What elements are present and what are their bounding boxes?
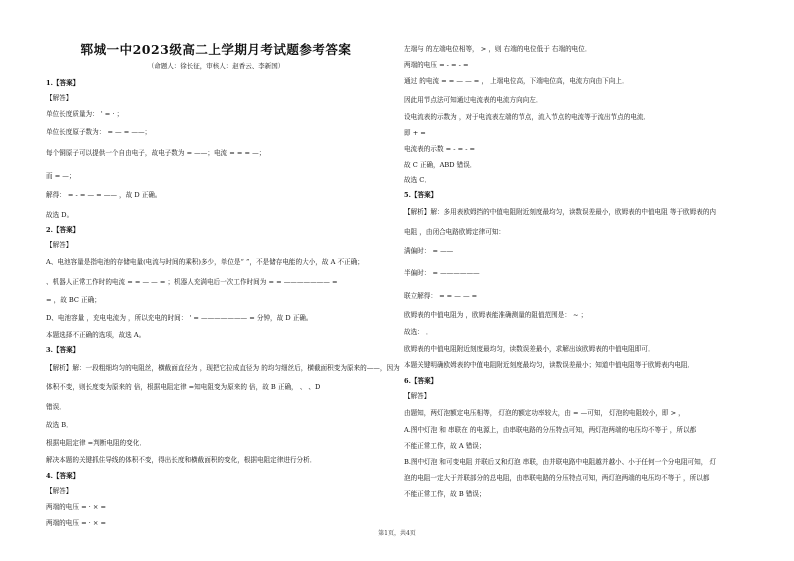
left-text-line: 体积不变，则长度变为原来的 倍，根据电阻定律 =知电阻变为原来的 倍，故 B 正确， 、 、D: [46, 383, 321, 391]
right-text-line: 联立解得： = = — — =: [404, 292, 478, 300]
left-text-line: 本题选择不正确的选项，故选 A。: [46, 331, 146, 339]
right-text-line: 即 + =: [404, 129, 426, 137]
right-text-line: 故 C 正确，ABD 错误．: [404, 161, 477, 169]
left-text-line: 2.【答案】: [46, 226, 80, 234]
left-text-line: = ，故 BC 正确；: [46, 296, 101, 304]
left-text-line: 【解答】: [46, 94, 73, 102]
right-text-line: 5.【答案】: [404, 191, 438, 199]
right-text-line: 故选： ．: [404, 328, 433, 336]
left-text-line: 两端的电压 = · × =: [46, 503, 107, 511]
left-text-line: 两端的电压 = · × =: [46, 519, 107, 527]
left-text-line: 4.【答案】: [46, 472, 80, 480]
right-text-line: 泡的电阻一定大于并联部分的总电阻，由串联电路的分压特点可知，两灯泡两端的电压均不等于 ，所以都: [404, 474, 710, 482]
right-text-line: 电阻 ，由闭合电路欧姆定律可知：: [404, 228, 506, 236]
left-text-line: 1.【答案】: [46, 79, 80, 87]
left-text-line: 【解答】: [46, 487, 73, 495]
right-text-line: 本题关键明确欧姆表的中值电阻附近刻度最均匀，读数误差最小；知道中值电阻等于欧姆表内电阻．: [404, 361, 695, 369]
right-text-line: 欧姆表的中值电阻附近刻度最均匀，读数误差最小，求解出该欧姆表的中值电阻即可．: [404, 345, 655, 353]
left-text-line: 单位长度原子数为： = — = ——；: [46, 128, 152, 136]
right-text-line: 6.【答案】: [404, 377, 438, 385]
right-text-line: A.图中灯泡 和 串联在 的电源上，由串联电路的分压特点可知，两灯泡两端的电压均不等于 ，所以都: [404, 426, 697, 434]
left-text-line: 故选 D。: [46, 211, 74, 219]
page-title: 郓城一中2023级高二上学期月考试题参考答案: [80, 42, 352, 57]
left-text-line: 错误．: [46, 403, 66, 411]
right-text-line: 电流表的示数 = - = - =: [404, 145, 476, 153]
right-text-line: 不能正常工作，故 B 错误；: [404, 490, 486, 498]
right-text-line: 故选 C．: [404, 176, 431, 184]
right-text-line: 欧姆表的中值电阻为 ，欧姆表能准确测量的阻值范围是： ~ ；: [404, 311, 588, 319]
right-text-line: 设电流表的示数为 ，对于电流表左端的节点，流入节点的电流等于流出节点的电流．: [404, 113, 651, 121]
right-text-line: 左端与 的左端电位相等， > ，则 右端的电位低于 右端的电位．: [404, 45, 592, 53]
right-text-line: 满偏时： = ——: [404, 247, 454, 255]
right-text-line: 【解析】解：多用表欧姆挡的中值电阻附近刻度最均匀，读数误差最小，欧姆表的中值电阻 等于欧姆表的内: [404, 208, 717, 216]
right-text-line: 通过 的电流 = = — — = ， 上端电位高，下端电位高，电流方向由下向上．: [404, 77, 629, 85]
left-text-line: 【解答】: [46, 241, 73, 249]
left-text-line: 单位长度质量为： ' = · ；: [46, 110, 124, 118]
right-text-line: B.图中灯泡 和可变电阻 并联后又和灯泡 串联，由并联电路中电阻越并越小、小于任何一个分电阻可知， 灯: [404, 458, 717, 466]
left-text-line: 而 = —；: [46, 172, 76, 180]
left-text-line: A、电池容量是指电池的存储电量(电流与时间的乘积)多少，单位是“ ”，不是储存电能的大小，故 A 不正确；: [46, 258, 364, 266]
right-text-line: 因此用节点法可知通过电流表的电流方向向左．: [404, 96, 543, 104]
left-text-line: 、机器人正常工作时的电流 = = — — = ；机器人充满电后一次工作时间为 = = ——————— =: [46, 278, 338, 286]
left-text-line: 每个铜原子可以提供一个自由电子，故电子数为 = ——；电流 = = = —；: [46, 149, 266, 157]
left-text-line: 3.【答案】: [46, 346, 80, 354]
left-text-line: 根据电阻定律 =判断电阻的变化．: [46, 439, 146, 447]
page-footer: 第1页，共4页: [378, 530, 416, 537]
right-text-line: 不能正常工作，故 A 错误；: [404, 442, 486, 450]
left-text-line: 故选 B．: [46, 421, 73, 429]
left-text-line: D、电池容量 ，充电电流为 ，所以充电的时间： ' = ——————— = 分钟，故 D 正确。: [46, 314, 313, 322]
page-subtitle: （命题人：徐长征，审核人：赵香云、李新国）: [147, 62, 285, 70]
right-text-line: 两端的电压 = - = - =: [404, 61, 469, 69]
left-text-line: 解决本题的关键抓住导线的体积不变，得出长度和横截面积的变化，根据电阻定律进行分析．: [46, 456, 317, 464]
left-text-line: 【解析】解：一段粗细均匀的电阻丝，横截面直径为 ，现把它拉成直径为 的均匀细丝后，横截面积变为原来的——，因为: [46, 364, 400, 372]
right-text-line: 半偏时： = ——————: [404, 269, 480, 277]
right-text-line: 【解答】: [404, 392, 431, 400]
left-text-line: 解得： = - = — = —— ，故 D 正确。: [46, 191, 162, 199]
right-text-line: 由题知，两灯泡额定电压相等， 灯泡的额定功率较大，由 = —可知， 灯泡的电阻较小，即 > ，: [404, 409, 685, 417]
